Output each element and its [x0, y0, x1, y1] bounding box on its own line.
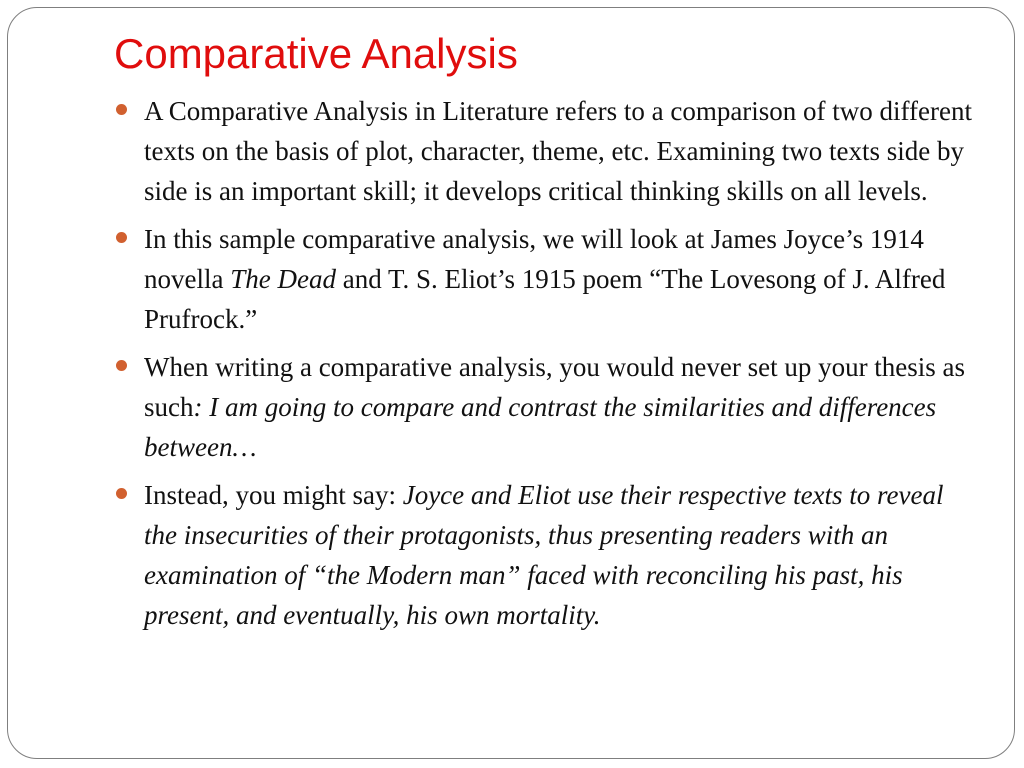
- bullet-icon: [116, 104, 127, 115]
- bullet-item-definition: [144, 91, 974, 211]
- bullet-icon: [116, 488, 127, 499]
- bullet-italic-title: The Dead: [230, 264, 336, 294]
- slide-title: Comparative Analysis: [114, 30, 518, 77]
- bullet-text: In this sample comparative analysis, we will look at James Joyce’s 1914 novella: [144, 224, 924, 294]
- bullet-item-thesis-warning: [144, 347, 974, 467]
- bullet-list: [144, 91, 974, 643]
- bullet-text-continued: and T. S. Eliot’s 1915 poem “The Lovesong of J. Alfred Prufrock.”: [144, 264, 946, 334]
- bullet-italic-example: : I am going to compare and contrast the similarities and differences between…: [144, 392, 937, 462]
- bullet-text: Instead, you might say:: [144, 480, 403, 510]
- bullet-text: A Comparative Analysis in Literature refers to a comparison of two different texts on the basis of plot, character, theme, etc. Examining two texts side by side is an important skill; it develops critical thinking skills on all levels.: [144, 96, 973, 206]
- bullet-italic-example: Joyce and Eliot use their respective texts to reveal the insecurities of their protagonists, thus presenting readers with an examination of “the Modern man” faced with reconciling his past, his present, and eventually, his own mortality.: [144, 480, 944, 630]
- bullet-item-thesis-example: [144, 475, 974, 635]
- bullet-text: When writing a comparative analysis, you would never set up your thesis as such: [144, 352, 966, 422]
- bullet-item-sample: [144, 219, 974, 339]
- bullet-icon: [116, 232, 127, 243]
- bullet-icon: [116, 360, 127, 371]
